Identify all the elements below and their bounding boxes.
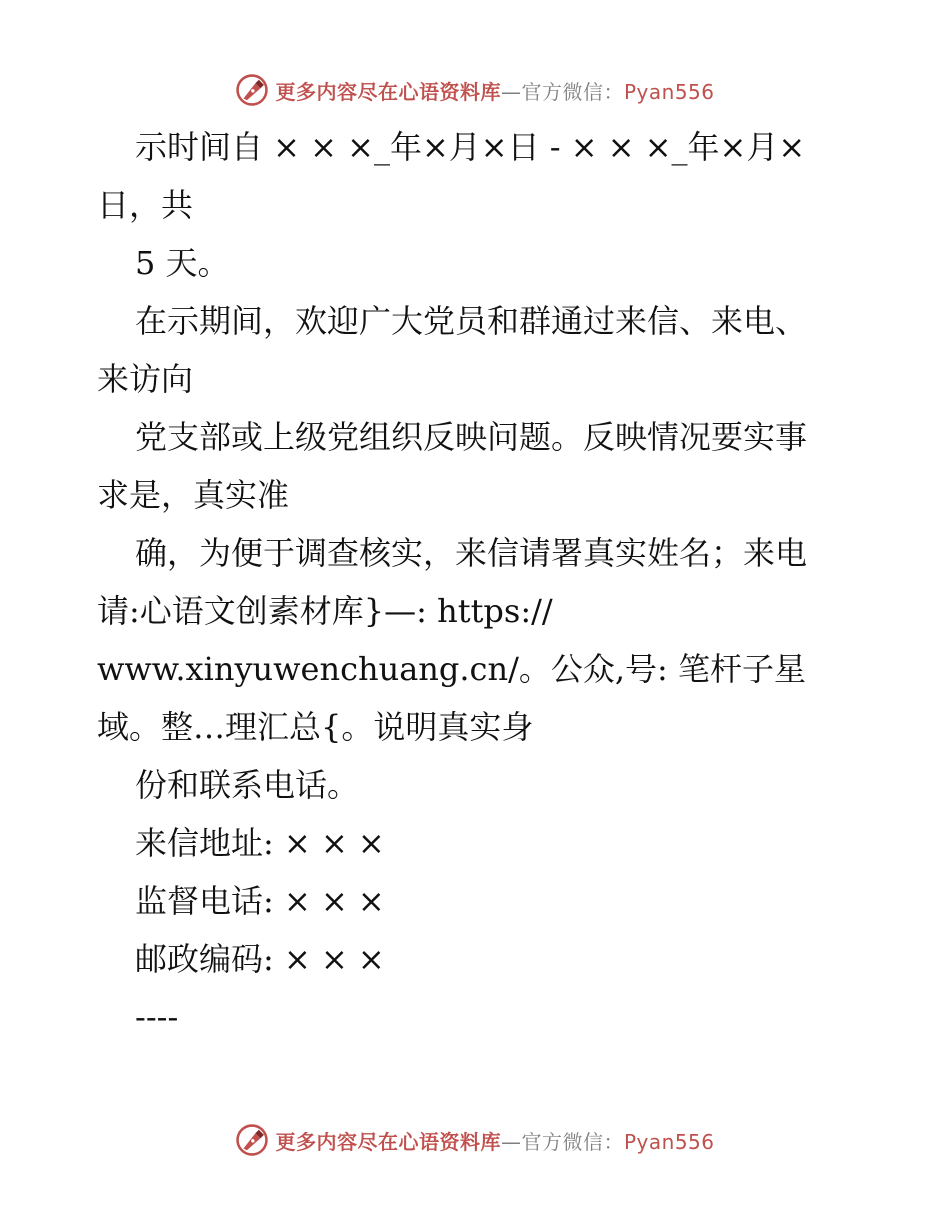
- banner-wechat-id: Pyan556: [623, 79, 715, 104]
- banner-slogan: 更多内容尽在心语资料库: [275, 79, 501, 104]
- text-line: 党支部或上级党组织反映问题。反映情况要实事: [135, 418, 808, 456]
- pen-nib-logo-icon: [235, 73, 269, 107]
- banner-slogan: 更多内容尽在心语资料库: [275, 1129, 501, 1154]
- text-line: www.xinyuwenchuang.cn/。公众,号: 笔杆子星: [97, 650, 806, 688]
- text-line: 5 天。: [135, 244, 230, 282]
- text-line: 请:心语文创素材库}—: https://: [97, 592, 553, 630]
- text-line: 邮政编码: × × ×: [135, 940, 385, 978]
- text-line: 监督电话: × × ×: [135, 882, 385, 920]
- banner-text: [275, 1126, 714, 1155]
- banner-text: [275, 76, 714, 105]
- text-line: 域。整…理汇总{。说明真实身: [97, 708, 534, 746]
- pen-nib-logo-icon: [235, 1123, 269, 1157]
- text-line: 在示期间，欢迎广大党员和群通过来信、来电、: [135, 302, 808, 340]
- banner-wechat-label: 官方微信：: [521, 1129, 624, 1154]
- text-line: 份和联系电话。: [135, 766, 360, 804]
- text-line: 来访向: [97, 360, 194, 398]
- banner-separator: —: [500, 1129, 522, 1154]
- banner-separator: —: [500, 79, 522, 104]
- text-line: 确，为便于调查核实，来信请署真实姓名；来电: [135, 534, 808, 572]
- text-line: 求是，真实准: [97, 476, 290, 514]
- footer-banner: [0, 1120, 950, 1160]
- text-line: ----: [135, 998, 179, 1036]
- header-banner: [0, 70, 950, 110]
- banner-wechat-label: 官方微信：: [521, 79, 624, 104]
- text-line: 日，共: [97, 186, 194, 224]
- text-line: 示时间自 × × ×_年×月×日 - × × ×_年×月×: [135, 128, 806, 166]
- text-line: 来信地址: × × ×: [135, 824, 385, 862]
- document-body: [97, 118, 897, 1046]
- banner-wechat-id: Pyan556: [623, 1129, 715, 1154]
